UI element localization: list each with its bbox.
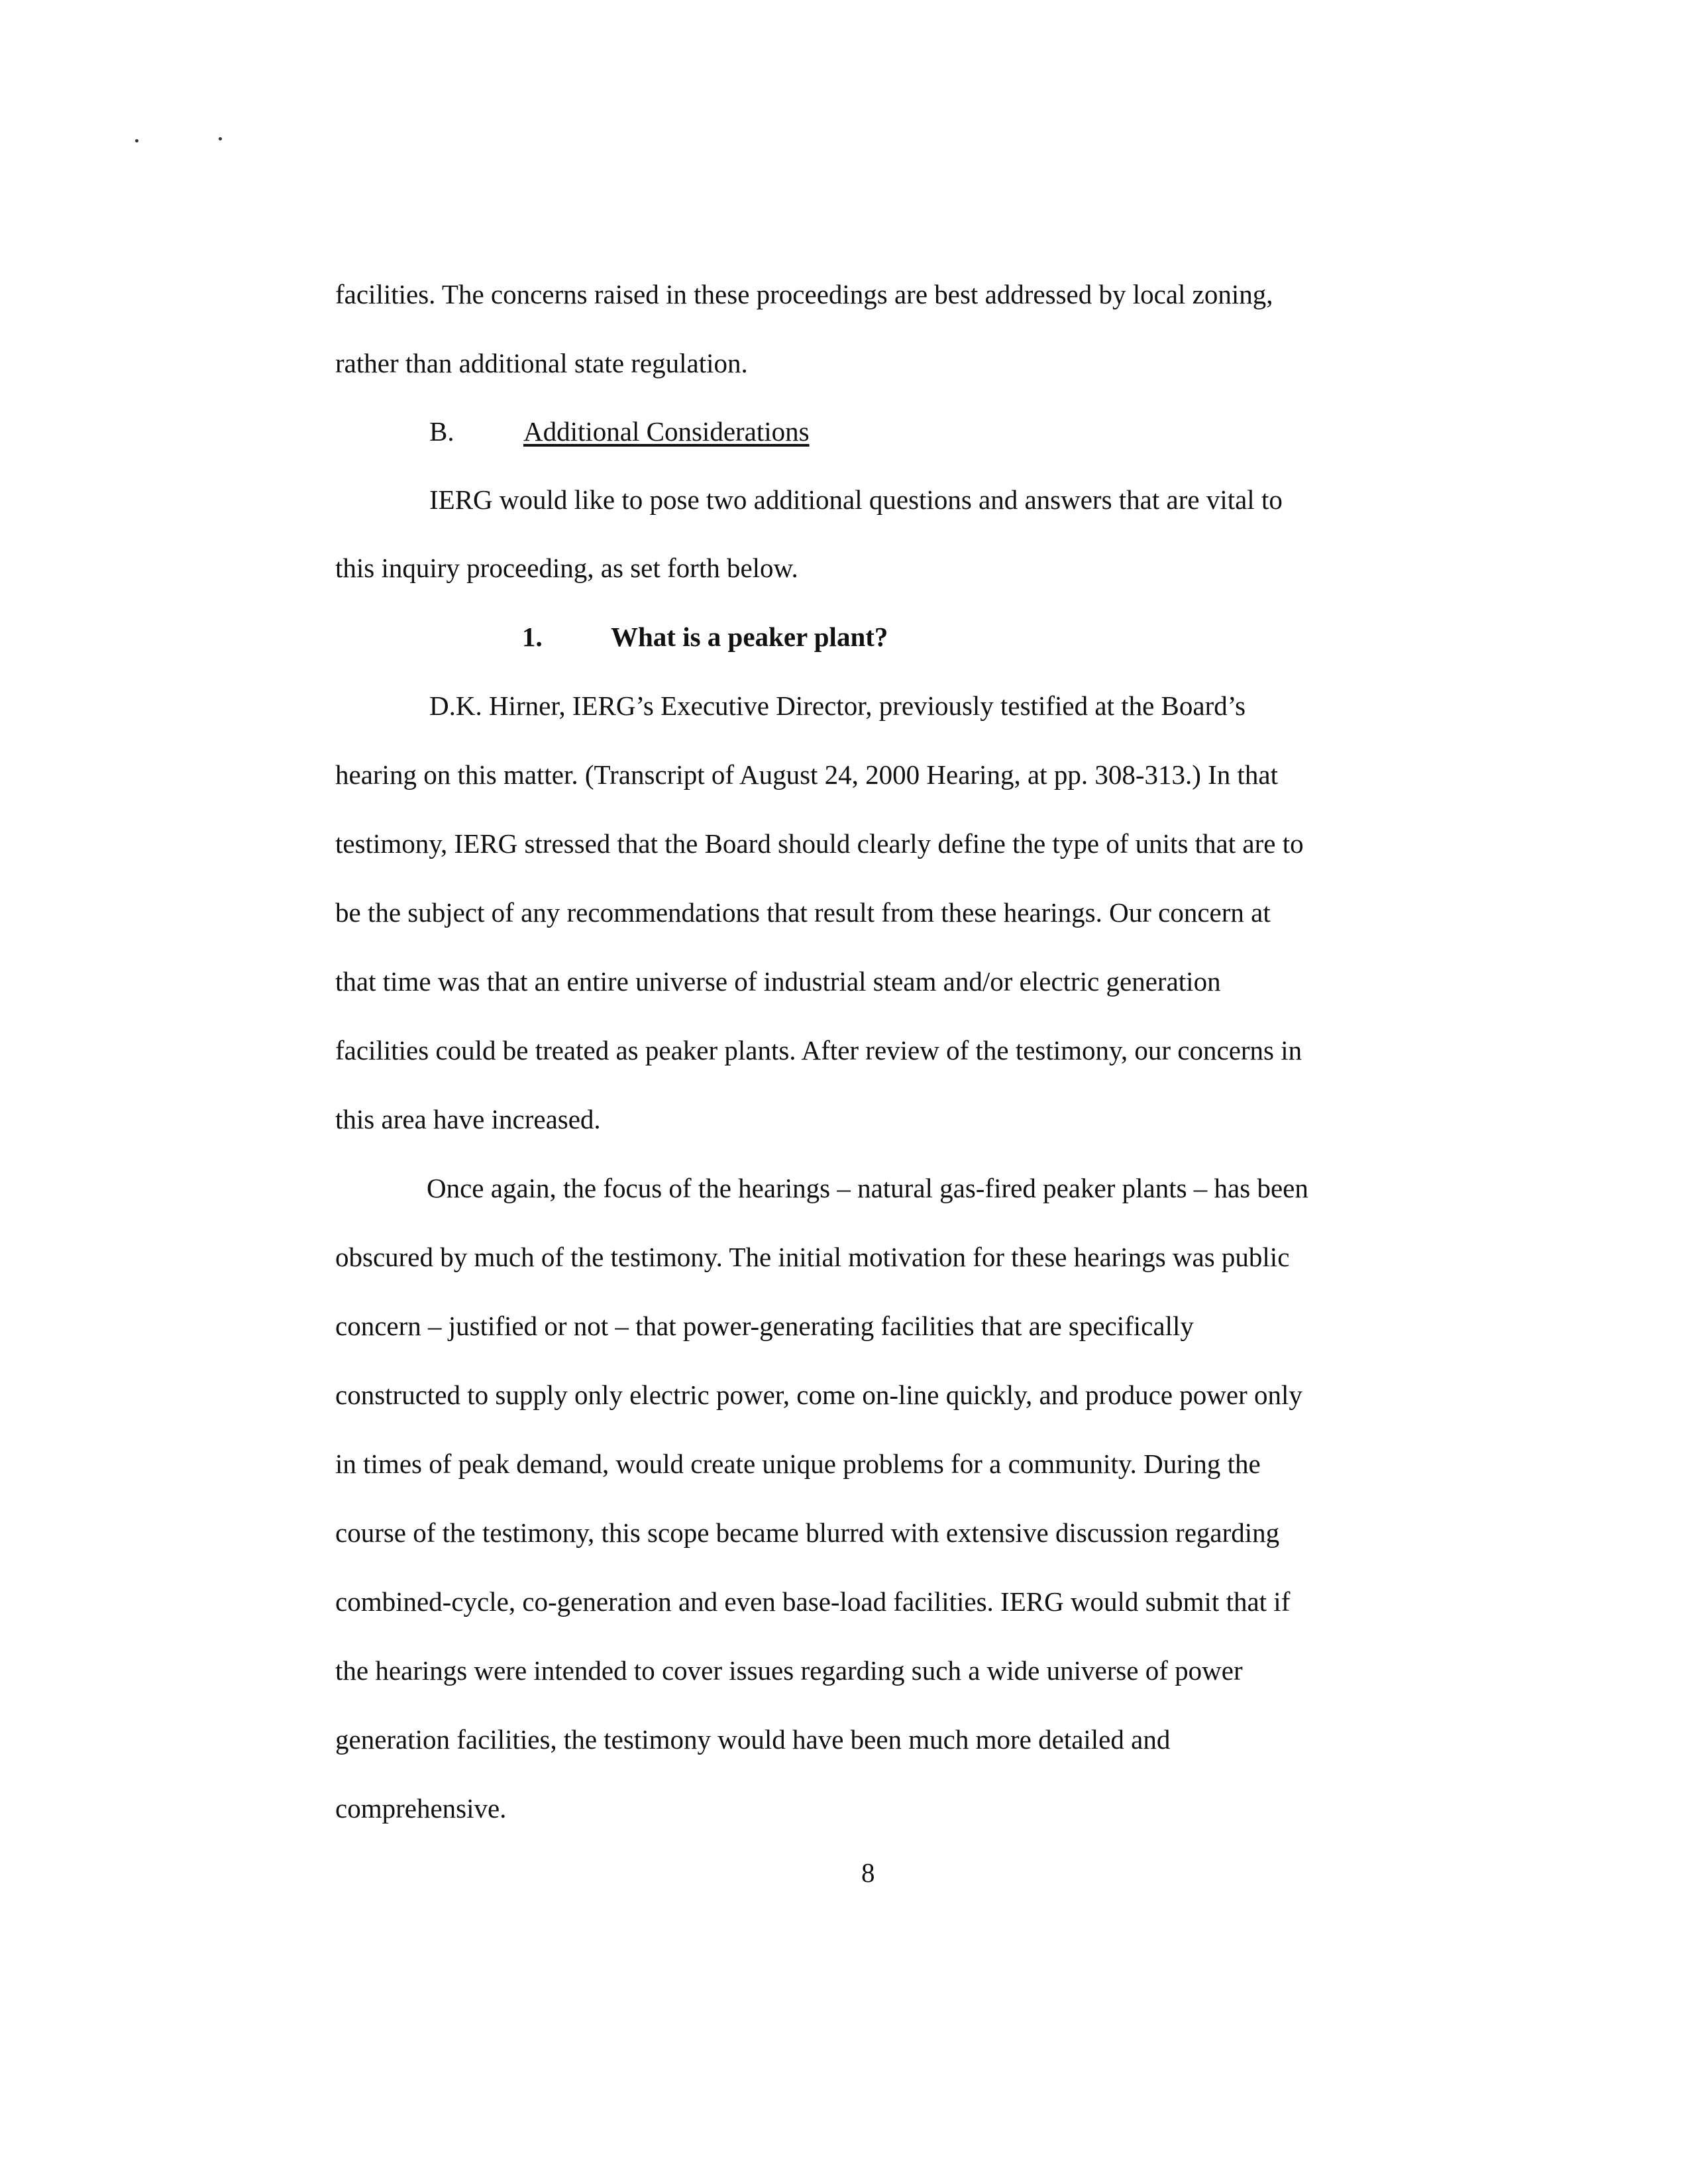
paragraph-3-line-7: this area have increased. (335, 1104, 601, 1134)
question-1-title: What is a peaker plant? (611, 622, 888, 652)
paragraph-3-line-4: be the subject of any recommendations that result from these hearings. Our concern at (335, 897, 1271, 928)
question-1-number: 1. (522, 622, 543, 652)
scan-speck (219, 137, 222, 140)
paragraph-4-line-8: the hearings were intended to cover issues regarding such a wide universe of power (335, 1655, 1243, 1686)
paragraph-1-line-1: facilities. The concerns raised in these proceedings are best addressed by local zoning, (335, 279, 1273, 309)
paragraph-4-line-3: concern – justified or not – that power-generating facilities that are specifically (335, 1311, 1194, 1341)
paragraph-4-line-9: generation facilities, the testimony would have been much more detailed and (335, 1724, 1171, 1755)
section-b-title: Additional Considerations (523, 416, 810, 447)
paragraph-4-line-2: obscured by much of the testimony. The initial motivation for these hearings was public (335, 1242, 1290, 1272)
paragraph-3-line-2: hearing on this matter. (Transcript of August 24, 2000 Hearing, at pp. 308-313.) In that (335, 759, 1279, 790)
paragraph-4-line-4: constructed to supply only electric power, come on-line quickly, and produce power only (335, 1380, 1302, 1410)
paragraph-3-line-5: that time was that an entire universe of industrial steam and/or electric generation (335, 966, 1221, 997)
paragraph-3-line-1: D.K. Hirner, IERG’s Executive Director, previously testified at the Board’s (429, 690, 1246, 721)
section-b-letter: B. (429, 416, 454, 447)
paragraph-4-line-6: course of the testimony, this scope became blurred with extensive discussion regarding (335, 1517, 1280, 1548)
paragraph-4-line-1: Once again, the focus of the hearings – natural gas-fired peaker plants – has been (427, 1173, 1308, 1203)
paragraph-3-line-3: testimony, IERG stressed that the Board should clearly define the type of units that are to (335, 828, 1304, 859)
paragraph-4-line-5: in times of peak demand, would create unique problems for a community. During the (335, 1448, 1261, 1479)
paragraph-3-line-6: facilities could be treated as peaker plants. After review of the testimony, our concerns in (335, 1035, 1302, 1065)
paragraph-4-line-10: comprehensive. (335, 1793, 507, 1824)
paragraph-1-line-2: rather than additional state regulation. (335, 348, 748, 378)
paragraph-2-line-1: IERG would like to pose two additional questions and answers that are vital to (429, 484, 1283, 515)
page-number: 8 (861, 1857, 875, 1888)
paragraph-4-line-7: combined-cycle, co-generation and even base-load facilities. IERG would submit that if (335, 1586, 1291, 1617)
scan-speck (135, 139, 138, 142)
paragraph-2-line-2: this inquiry proceeding, as set forth below. (335, 553, 798, 583)
